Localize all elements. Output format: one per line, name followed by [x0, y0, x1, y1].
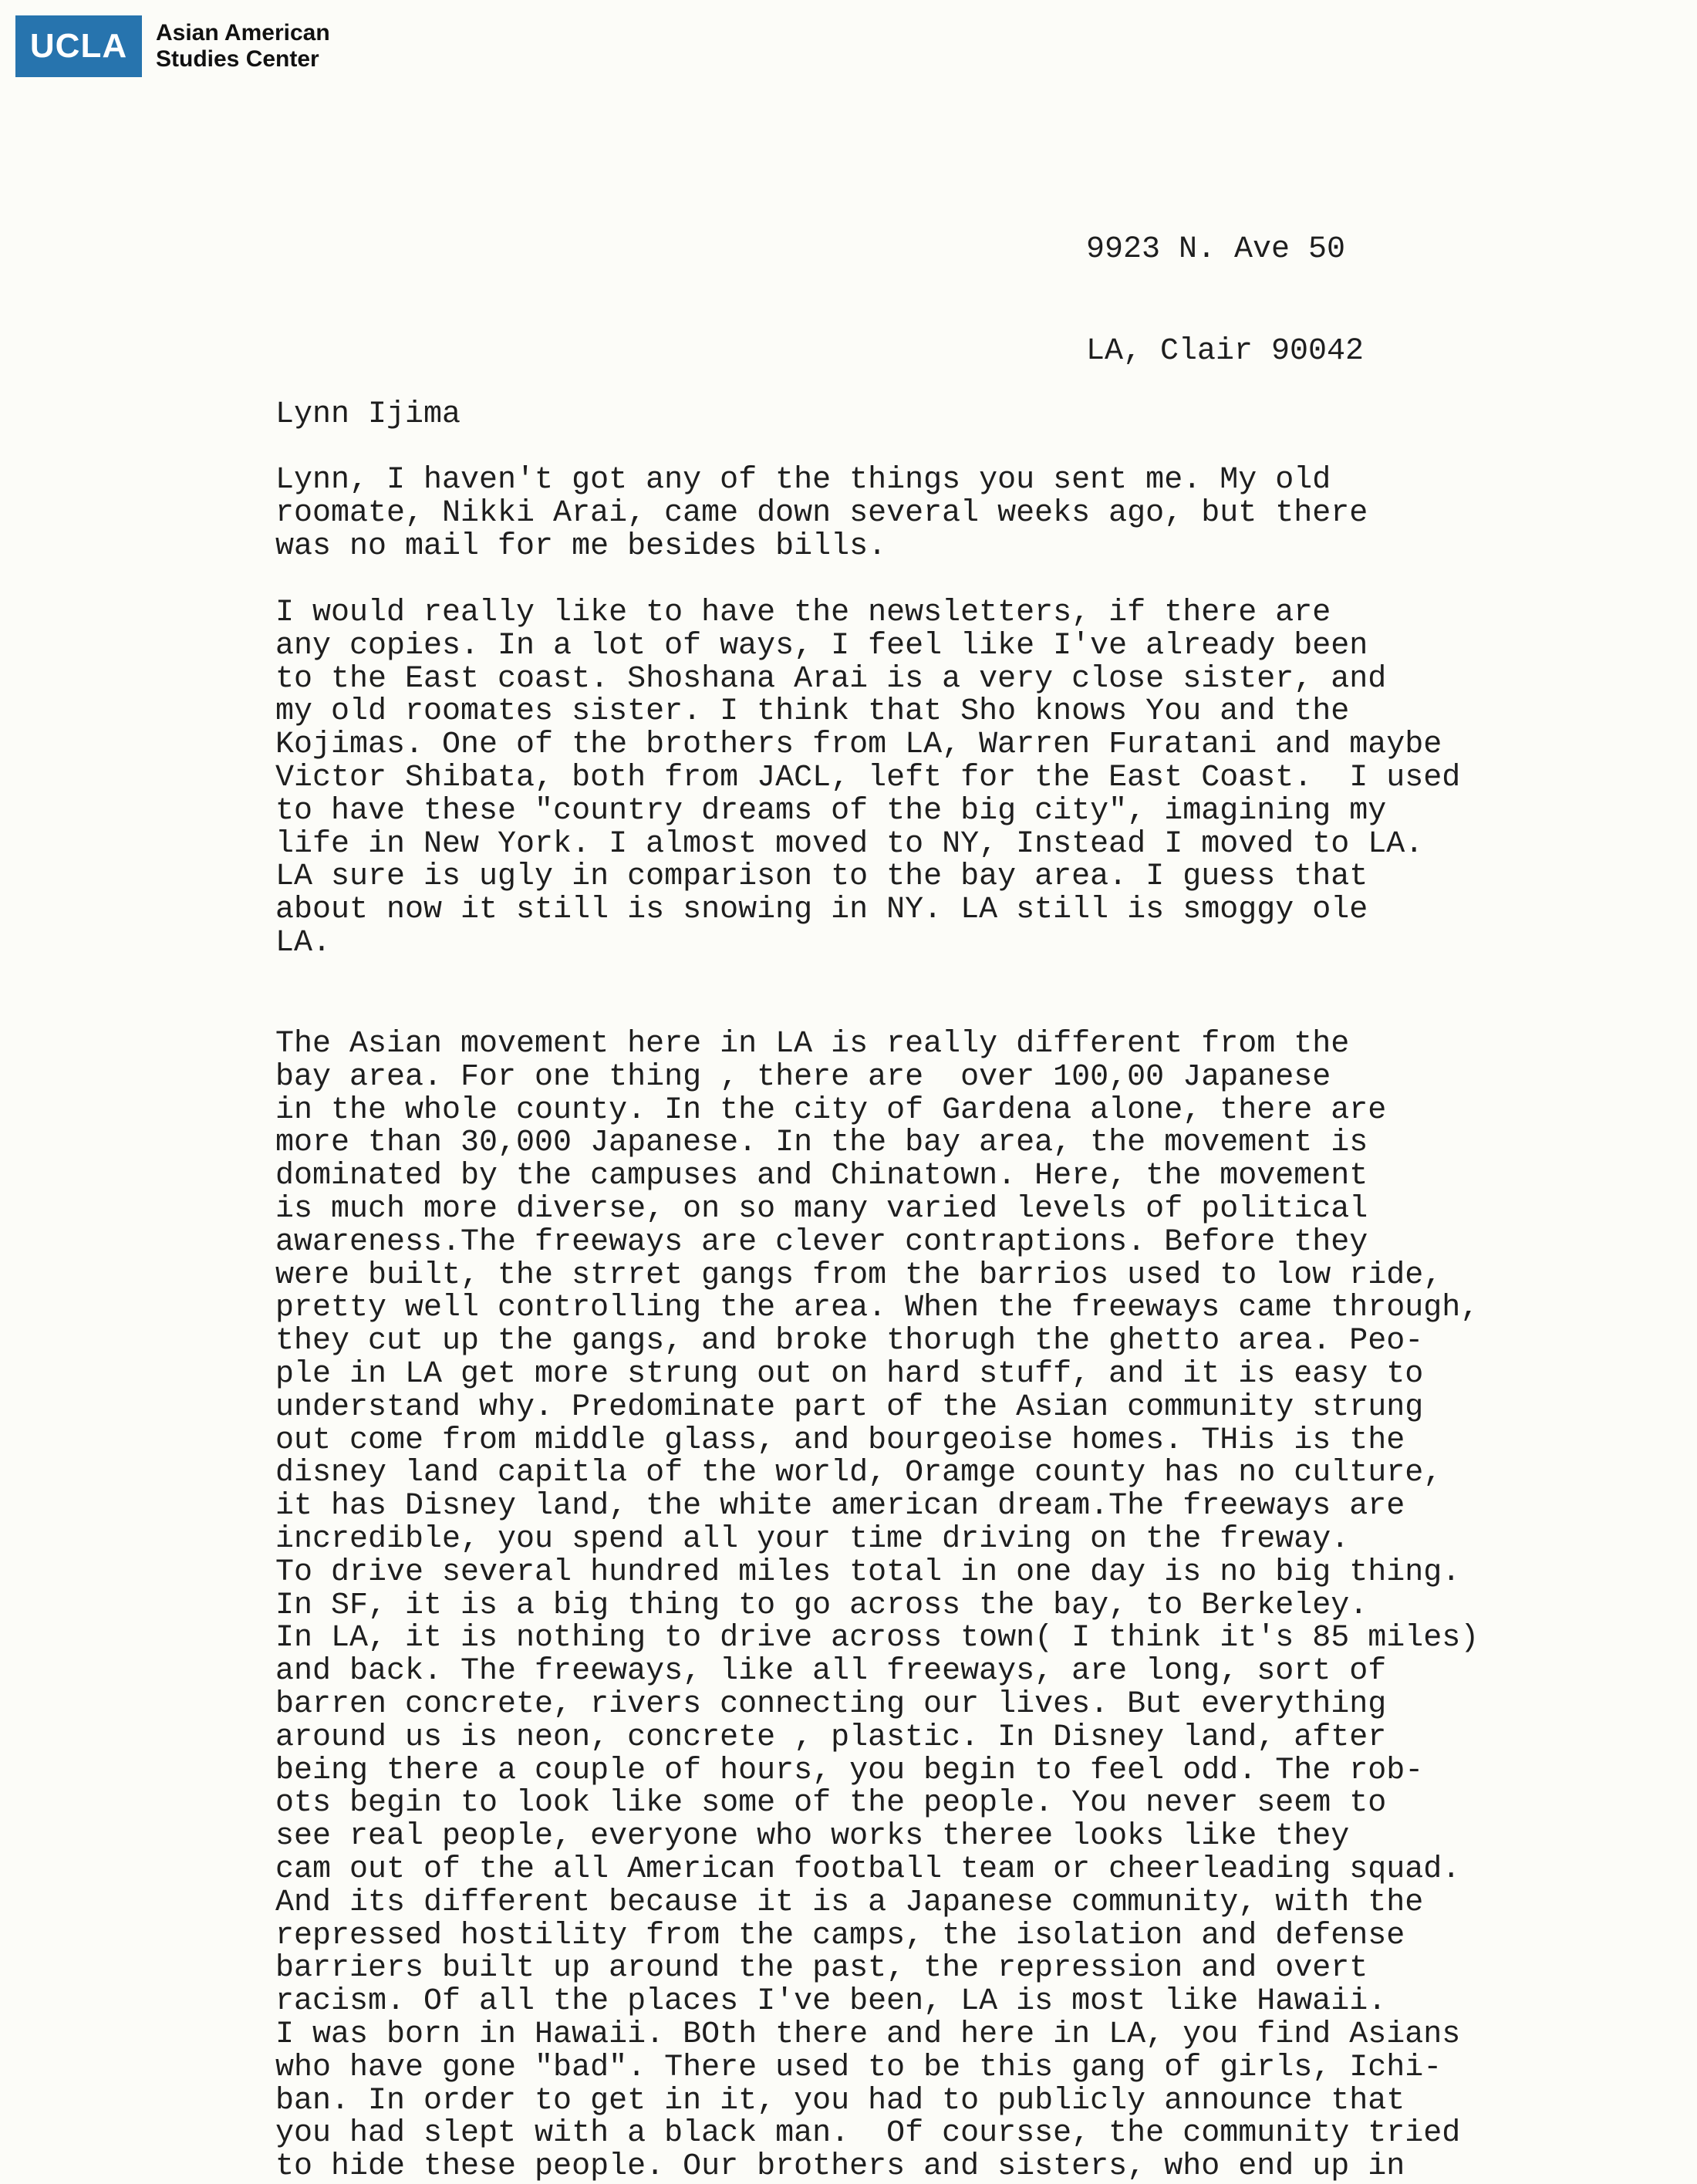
text-line: LA. [275, 925, 332, 960]
text-line: see real people, everyone who works theree looks like they [275, 1819, 1350, 1855]
text-line: I was born in Hawaii. BOth there and here in LA, you find Asians [275, 2017, 1461, 2052]
text-line: To drive several hundred miles total in one day is no big thing. [275, 1554, 1461, 1590]
recipient-name: Lynn Ijima [275, 397, 461, 432]
paragraph-3 [275, 1028, 1479, 2184]
text-line: out come from middle glass, and bourgeoise homes. THis is the [275, 1423, 1405, 1458]
return-address [1086, 165, 1364, 437]
text-line: is much more diverse, on so many varied levels of political [275, 1191, 1368, 1227]
text-line: LA sure is ugly in comparison to the bay area. I guess that [275, 859, 1368, 895]
text-line: who have gone "bad". There used to be this gang of girls, Ichi- [275, 2050, 1442, 2085]
text-line: to have these "country dreams of the big city", imagining my [275, 793, 1387, 829]
text-line: Kojimas. One of the brothers from LA, Warren Furatani and maybe [275, 727, 1442, 763]
text-line: cam out of the all American football team or cheerleading squad. [275, 1852, 1461, 1887]
text-line: to hide these people. Our brothers and sisters, who end up in [275, 2149, 1405, 2184]
text-line: repressed hostility from the camps, the isolation and defense [275, 1918, 1405, 1953]
text-line: I would really like to have the newsletters, if there are [275, 596, 1331, 630]
text-line: life in New York. I almost moved to NY, Instead I moved to LA. [275, 826, 1424, 862]
text-line: The Asian movement here in LA is really different from the [275, 1027, 1350, 1062]
text-line: ban. In order to get in it, you had to publicly announce that [275, 2083, 1405, 2118]
paragraph-1 [275, 464, 1368, 563]
text-line: any copies. In a lot of ways, I feel like I've already been [275, 628, 1368, 663]
center-name-line-2: Studies Center [156, 46, 319, 72]
text-line: roomate, Nikki Arai, came down several weeks ago, but there [275, 495, 1368, 531]
text-line: barren concrete, rivers connecting our lives. But everything [275, 1686, 1387, 1722]
address-line-2: LA, Clair 90042 [1086, 334, 1365, 369]
text-line: you had slept with a black man. Of coursse, the community tried [275, 2116, 1461, 2152]
text-line: In SF, it is a big thing to go across the bay, to Berkeley. [275, 1588, 1368, 1623]
text-line: was no mail for me besides bills. [275, 528, 887, 564]
text-line: disney land capitla of the world, Oramge county has no culture, [275, 1456, 1442, 1491]
text-line: In LA, it is nothing to drive across town( I think it's 85 miles) [275, 1621, 1479, 1656]
text-line: Lynn, I haven't got any of the things you sent me. My old [275, 463, 1331, 498]
text-line: my old roomates sister. I think that Sho knows You and the [275, 694, 1350, 730]
ucla-logo-mark: UCLA [15, 15, 142, 77]
text-line: in the whole county. In the city of Gardena alone, there are [275, 1092, 1387, 1128]
text-line: were built, the strret gangs from the barrios used to low ride, [275, 1257, 1442, 1293]
text-line: understand why. Predominate part of the Asian community strung [275, 1389, 1424, 1425]
text-line: Victor Shibata, both from JACL, left for the East Coast. I used [275, 760, 1461, 795]
center-name [156, 20, 330, 73]
address-line-1: 9923 N. Ave 50 [1086, 232, 1346, 267]
text-line: more than 30,000 Japanese. In the bay area, the movement is [275, 1126, 1368, 1161]
text-line: they cut up the gangs, and broke thorugh the ghetto area. Peo- [275, 1324, 1424, 1359]
text-line: it has Disney land, the white american dream.The freeways are [275, 1489, 1405, 1524]
text-line: about now it still is snowing in NY. LA still is smoggy ole [275, 893, 1368, 928]
text-line: dominated by the campuses and Chinatown. Here, the movement [275, 1159, 1368, 1194]
text-line: pretty well controlling the area. When the freeways came through, [275, 1291, 1479, 1326]
text-line: incredible, you spend all your time driving on the freway. [275, 1521, 1350, 1557]
text-line: being there a couple of hours, you begin to feel odd. The rob- [275, 1753, 1424, 1788]
text-line: bay area. For one thing , there are over 100,00 Japanese [275, 1059, 1331, 1095]
text-line: and back. The freeways, like all freeways, are long, sort of [275, 1654, 1387, 1689]
text-line: awareness.The freeways are clever contraptions. Before they [275, 1224, 1368, 1260]
text-line: ots begin to look like some of the people. You never seem to [275, 1786, 1387, 1821]
paragraph-2 [275, 597, 1460, 960]
text-line: And its different because it is a Japanese community, with the [275, 1885, 1424, 1920]
ucla-aasc-logo [15, 15, 330, 77]
center-name-line-1: Asian American [156, 20, 330, 46]
text-line: ple in LA get more strung out on hard stuff, and it is easy to [275, 1356, 1424, 1392]
text-line: to the East coast. Shoshana Arai is a very close sister, and [275, 661, 1387, 697]
text-line: racism. Of all the places I've been, LA is most like Hawaii. [275, 1984, 1387, 2020]
text-line: barriers built up around the past, the repression and overt [275, 1951, 1368, 1987]
text-line: around us is neon, concrete , plastic. In Disney land, after [275, 1720, 1387, 1755]
